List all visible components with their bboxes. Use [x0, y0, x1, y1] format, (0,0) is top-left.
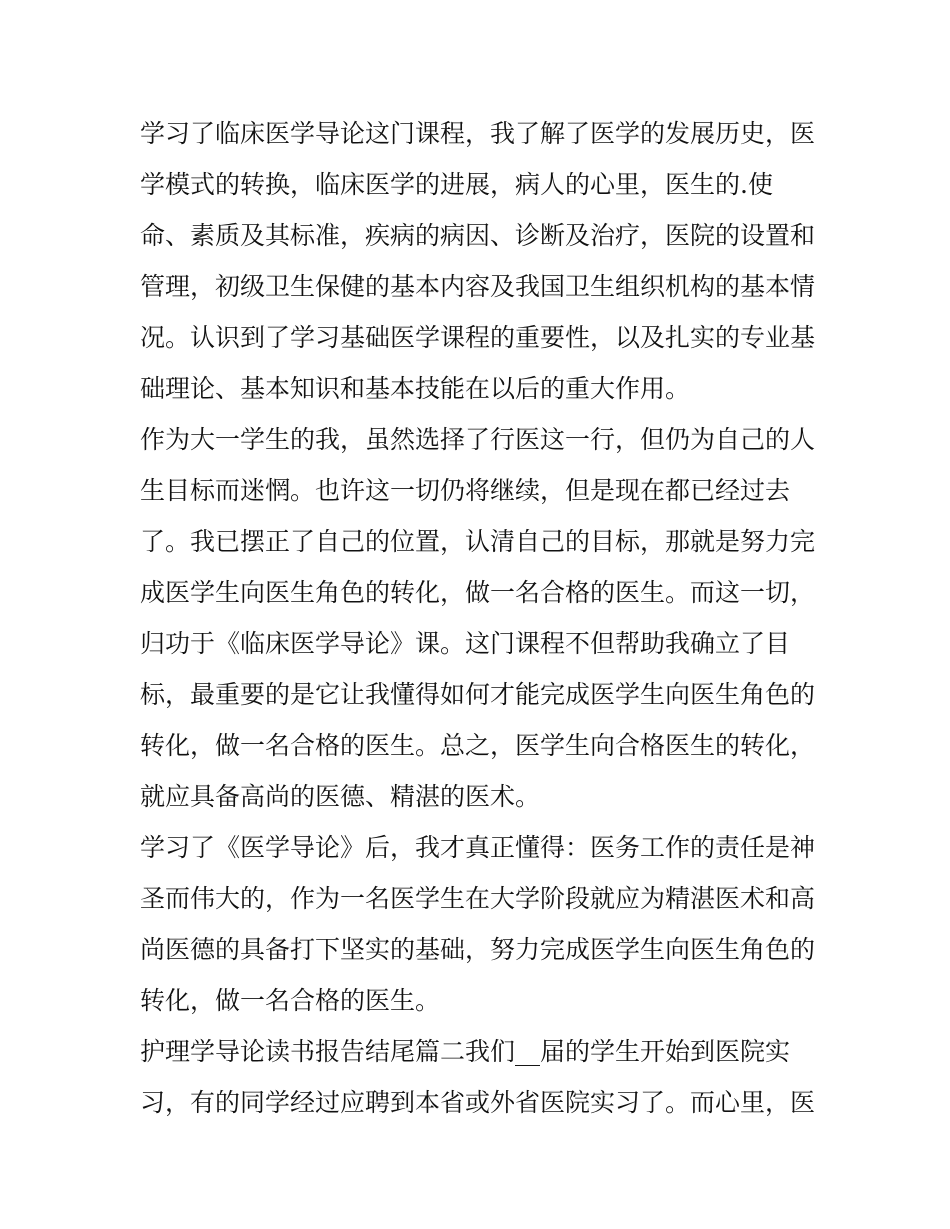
text-line: 转化，做一名合格的医生。总之，医学生向合格医生的转化，: [140, 731, 816, 760]
text-line: 管理，初级卫生保健的基本内容及我国卫生组织机构的基本情: [140, 272, 816, 301]
text-line: 归功于《临床医学导论》课。这门课程不但帮助我确立了目: [140, 629, 791, 658]
text-line: 作为大一学生的我，虽然选择了行医这一行，但仍为自己的人: [140, 425, 816, 454]
text-line: 转化，做一名合格的医生。: [140, 986, 441, 1015]
document-body: [140, 108, 830, 1128]
text-line: 圣而伟大的，作为一名医学生在大学阶段就应为精湛医术和高: [140, 884, 816, 913]
text-line: 尚医德的具备打下坚实的基础，努力完成医学生向医生角色的: [140, 935, 816, 964]
text-line: 学习了临床医学导论这门课程，我了解了医学的发展历史，医: [140, 119, 816, 148]
text-line: 命、素质及其标准，疾病的病因、诊断及治疗，医院的设置和: [140, 221, 816, 250]
text-line: 生目标而迷惘。也许这一切仍将继续，但是现在都已经过去: [140, 476, 791, 505]
text-line: 础理论、基本知识和基本技能在以后的重大作用。: [140, 374, 691, 403]
text-line: 标，最重要的是它让我懂得如何才能完成医学生向医生角色的: [140, 680, 816, 709]
text-line: 就应具备高尚的医德、精湛的医术。: [140, 782, 541, 811]
text-line: 学模式的转换，临床医学的进展，病人的心里，医生的.使: [140, 170, 773, 199]
text-line: 护理学导论读书报告结尾篇二我们__届的学生开始到医院实: [140, 1037, 791, 1066]
text-line: 了。我已摆正了自己的位置，认清自己的目标，那就是努力完: [140, 527, 816, 556]
text-line: 况。认识到了学习基础医学课程的重要性，以及扎实的专业基: [140, 323, 816, 352]
text-line: 成医学生向医生角色的转化，做一名合格的医生。而这一切，: [140, 578, 816, 607]
text-line: 学习了《医学导论》后，我才真正懂得：医务工作的责任是神: [140, 833, 816, 862]
text-line: 习，有的同学经过应聘到本省或外省医院实习了。而心里，医: [140, 1088, 816, 1117]
